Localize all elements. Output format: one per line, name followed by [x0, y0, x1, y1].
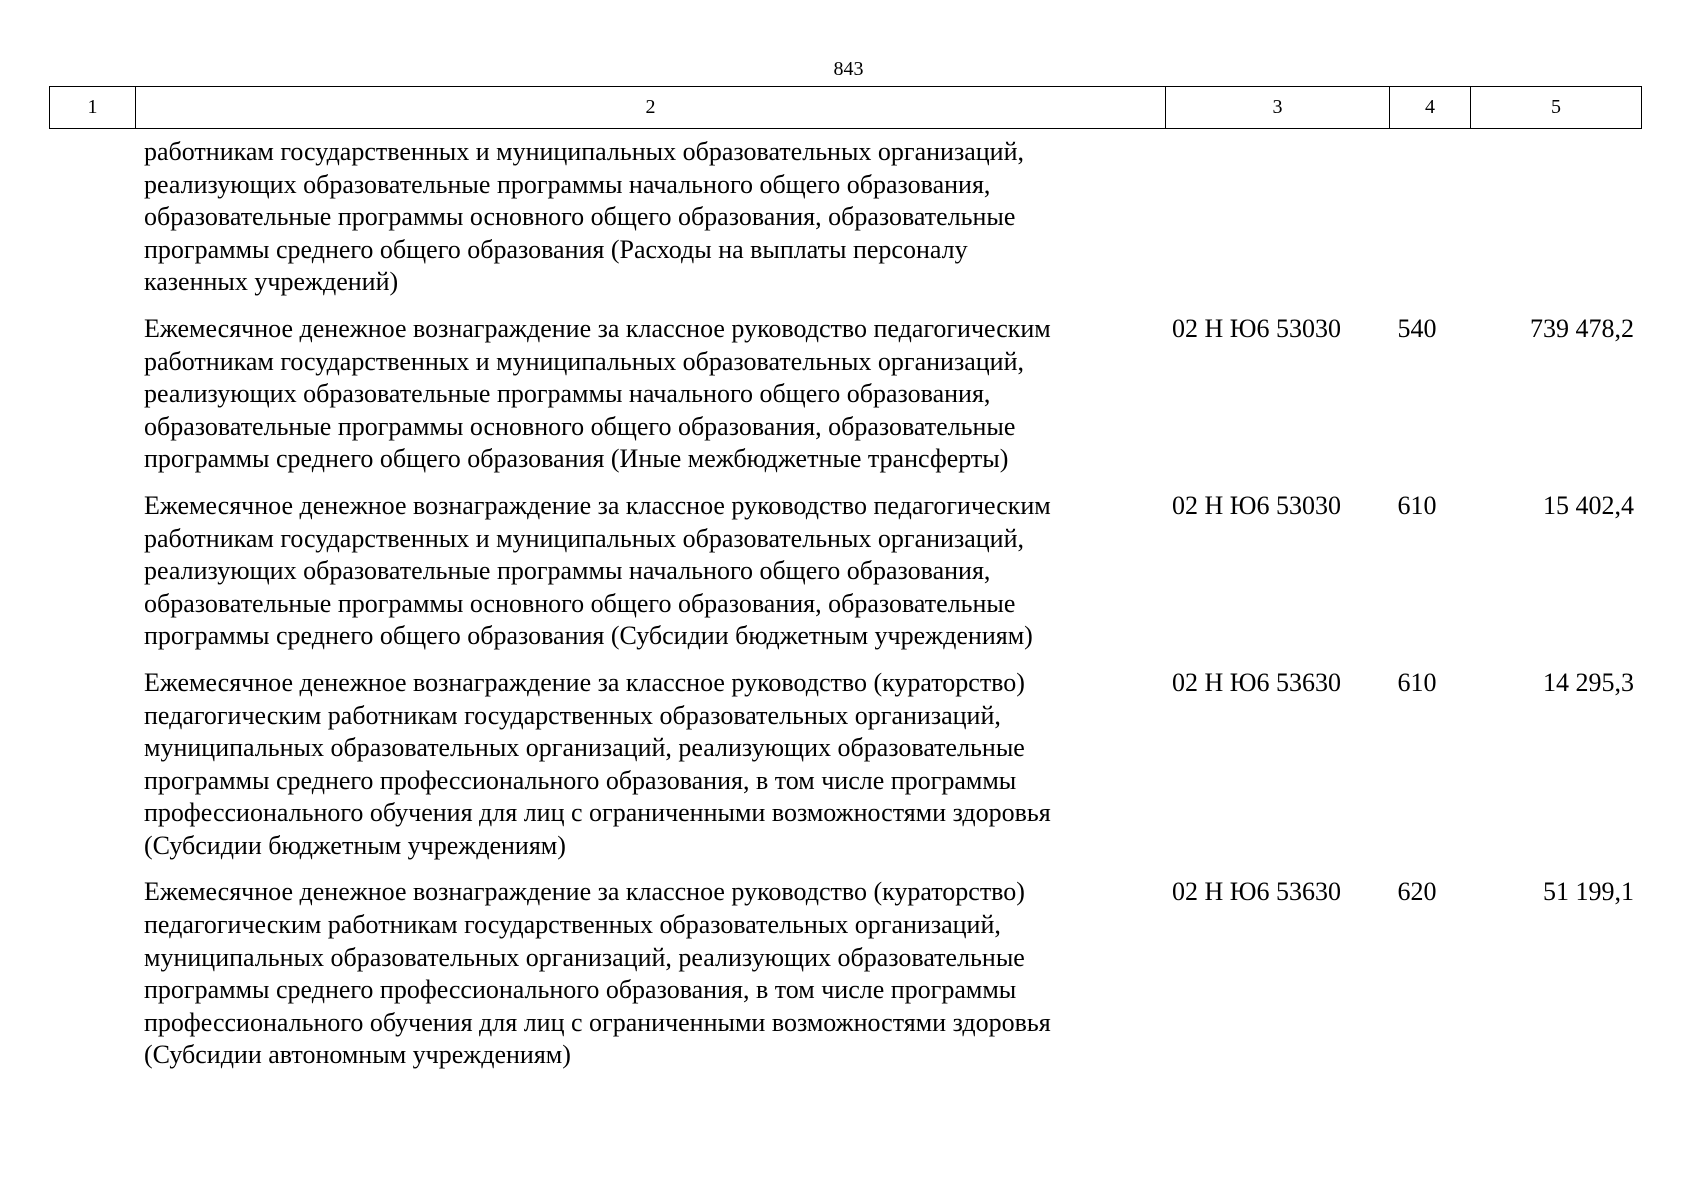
row-description: Ежемесячное денежное вознаграждение за классное руководство (кураторство) педагогическим работникам государственных образовательных организаций, муниципальных образовательных организаций, реализующих образовательные программы среднего профессионального образования, в том числе программы профессионального обучения для лиц с ограниченными возможностями здоровья (Субсидии автономным учреждениям)	[144, 877, 1051, 1070]
row-amount	[1462, 136, 1634, 299]
row-description: Ежемесячное денежное вознаграждение за классное руководство (кураторство) педагогическим работникам государственных образовательных организаций, муниципальных образовательных организаций, реализующих образовательные программы среднего профессионального образования, в том числе программы профессионального обучения для лиц с ограниченными возможностями здоровья (Субсидии бюджетным учреждениям)	[144, 667, 1051, 860]
row-amount: 15 402,4	[1543, 490, 1634, 520]
column-header-5: 5	[1551, 96, 1561, 118]
row-expense-type: 620	[1397, 877, 1437, 907]
row-amount: 51 199,1	[1543, 877, 1634, 907]
row-target-code	[1172, 136, 1372, 299]
column-header-4: 4	[1390, 87, 1471, 128]
row-description: Ежемесячное денежное вознаграждение за классное руководство педагогическим работникам государственных и муниципальных образовательных организаций, реализующих образовательные программы начального общего образования, образовательные программы основного общего образования, образовательные программы среднего общего образования (Иные межбюджетные трансферты)	[144, 313, 1051, 474]
row-expense-type: 540	[1397, 313, 1437, 343]
table-row	[0, 490, 1697, 653]
table-body	[0, 136, 1697, 1086]
page-number: 843	[833, 58, 864, 80]
table-header	[49, 86, 1642, 129]
row-amount: 739 478,2	[1530, 313, 1634, 343]
row-amount: 14 295,3	[1543, 667, 1634, 697]
row-target-code: 02 Н Ю6 53630	[1172, 667, 1341, 697]
row-expense-type	[1372, 136, 1462, 299]
column-header-2: 2	[136, 87, 1166, 128]
table-row	[0, 136, 1697, 299]
column-header-1: 1	[50, 87, 136, 128]
row-target-code: 02 Н Ю6 53030	[1172, 313, 1341, 343]
row-target-code: 02 Н Ю6 53030	[1172, 490, 1341, 520]
column-header-3: 3	[1166, 87, 1390, 128]
table-row	[0, 313, 1697, 476]
row-description: работникам государственных и муниципальных образовательных организаций, реализующих образовательные программы начального общего образования, образовательные программы основного общего образования, образовательные программы среднего общего образования (Расходы на выплаты персоналу казенных учреждений)	[144, 137, 1025, 297]
row-target-code: 02 Н Ю6 53630	[1172, 877, 1341, 907]
row-description: Ежемесячное денежное вознаграждение за классное руководство педагогическим работникам государственных и муниципальных образовательных организаций, реализующих образовательные программы начального общего образования, образовательные программы основного общего образования, образовательные программы среднего общего образования (Субсидии бюджетным учреждениям)	[144, 490, 1051, 651]
table-row	[0, 667, 1697, 863]
row-expense-type: 610	[1397, 667, 1437, 697]
table-row	[0, 876, 1697, 1072]
row-expense-type: 610	[1397, 490, 1437, 520]
